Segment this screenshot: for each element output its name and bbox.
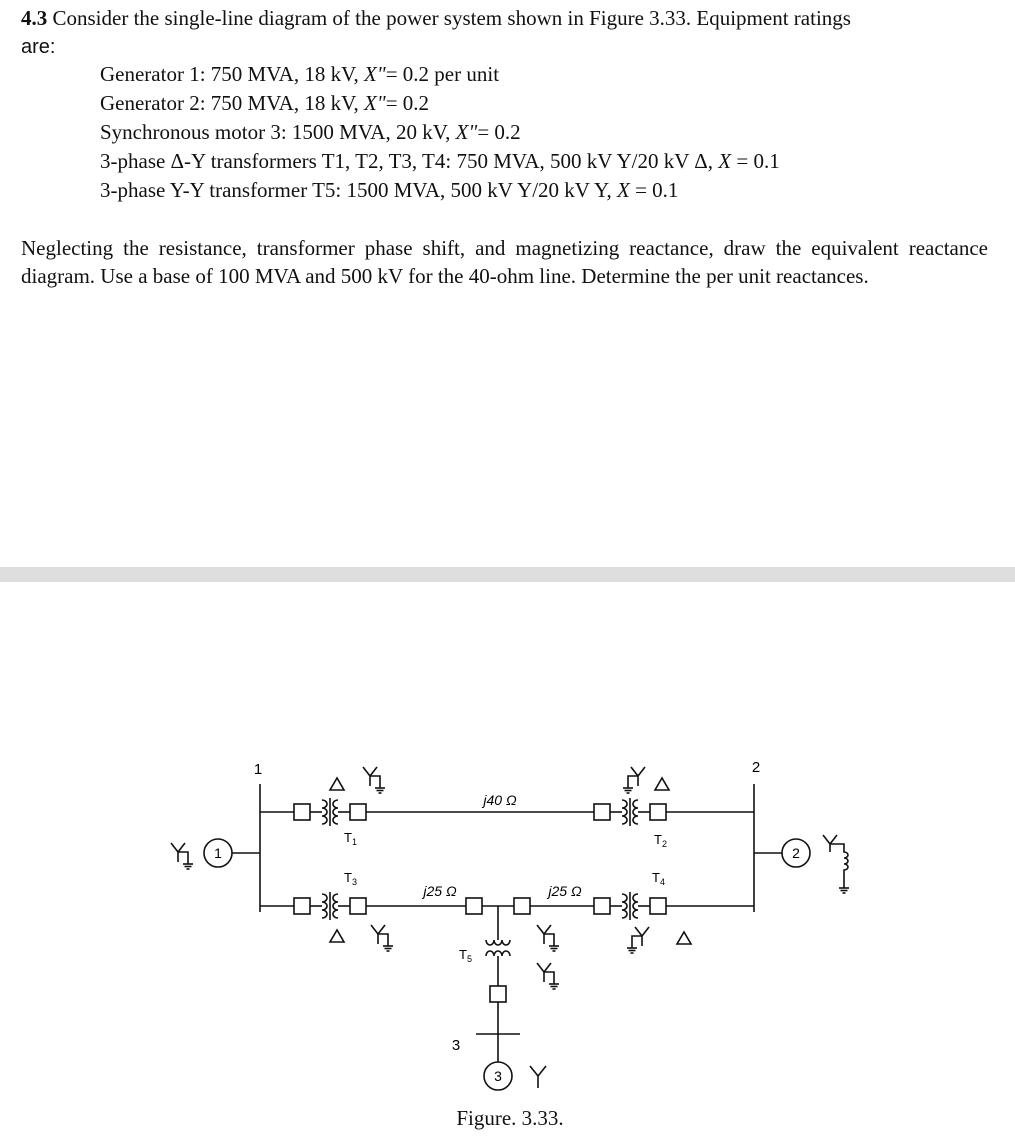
wye-ground-t4 — [627, 927, 649, 953]
wye-ground-t1 — [363, 767, 385, 793]
problem-number: 4.3 — [21, 6, 48, 30]
problem-statement — [21, 4, 989, 61]
delta-t2 — [655, 778, 669, 790]
line-right-j25-label: j25 Ω — [548, 883, 582, 899]
rating-generator-2: Generator 2: 750 MVA, 18 kV, X"= 0.2 — [100, 91, 430, 115]
transformer-t3 — [294, 892, 366, 920]
figure-caption: Figure. 3.33. — [456, 1106, 564, 1130]
line-j40-label: j40 Ω — [483, 792, 517, 808]
transformer-t4 — [594, 892, 666, 920]
bus-3-label: 3 — [451, 1037, 461, 1054]
delta-t4 — [677, 932, 691, 944]
instructions-paragraph: Neglecting the resistance, transformer phase shift, and magnetizing reactance, draw the equivalent reactance diagram. Use a base of 100 MVA and 500 kV for the 40-ohm line. Determine the per unit reactances. — [21, 236, 988, 288]
transformer-t2 — [594, 798, 666, 826]
rating-transformer-t5: 3-phase Y-Y transformer T5: 1500 MVA, 500 kV Y/20 kV Y, X = 0.1 — [100, 178, 679, 202]
wye-ground-t2 — [623, 767, 645, 793]
problem-intro-continued: are: — [21, 36, 56, 58]
t3-label: $T_3$ — [344, 870, 357, 887]
rating-generator-1: Generator 1: 750 MVA, 18 kV, X"= 0.2 per unit — [100, 62, 500, 86]
t1-label: $T_1$ — [344, 830, 357, 847]
wye-ground-g2 — [823, 835, 849, 893]
generator-2-label: 2 — [792, 845, 800, 861]
transformer-t5-secondary — [486, 951, 510, 956]
section-divider — [0, 567, 1015, 582]
rating-motor-3: Synchronous motor 3: 1500 MVA, 20 kV, X"= 0.2 — [100, 120, 521, 144]
t5-label: $T_5$ — [459, 947, 472, 964]
bus-2-label: 2 — [751, 759, 761, 776]
wye-ground-t3 — [371, 925, 393, 951]
rating-transformers-t1-t4: 3-phase Δ-Y transformers T1, T2, T3, T4: 750 MVA, 500 kV Y/20 kV Δ, X = 0.1 — [100, 149, 780, 173]
problem-intro: Consider the single-line diagram of the power system shown in Figure 3.33. Equipment ratings — [52, 6, 851, 30]
wye-ground-t5-a — [537, 925, 559, 951]
wye-ground-t5-b — [537, 963, 559, 989]
bus-1-label: 1 — [253, 761, 263, 778]
generator-1-label: 1 — [214, 845, 222, 861]
line-left-j25-label: j25 Ω — [423, 883, 457, 899]
delta-t1 — [330, 778, 344, 790]
wye-ground-g1 — [171, 843, 193, 869]
motor-3-label: 3 — [494, 1068, 502, 1084]
t2-label: $T_2$ — [654, 832, 667, 849]
delta-t3 — [330, 930, 344, 942]
equipment-ratings — [100, 60, 780, 205]
single-line-diagram — [0, 582, 1015, 1102]
transformer-t1 — [294, 798, 366, 826]
transformer-t5-primary — [486, 940, 510, 945]
t4-label: $T_4$ — [652, 870, 665, 887]
